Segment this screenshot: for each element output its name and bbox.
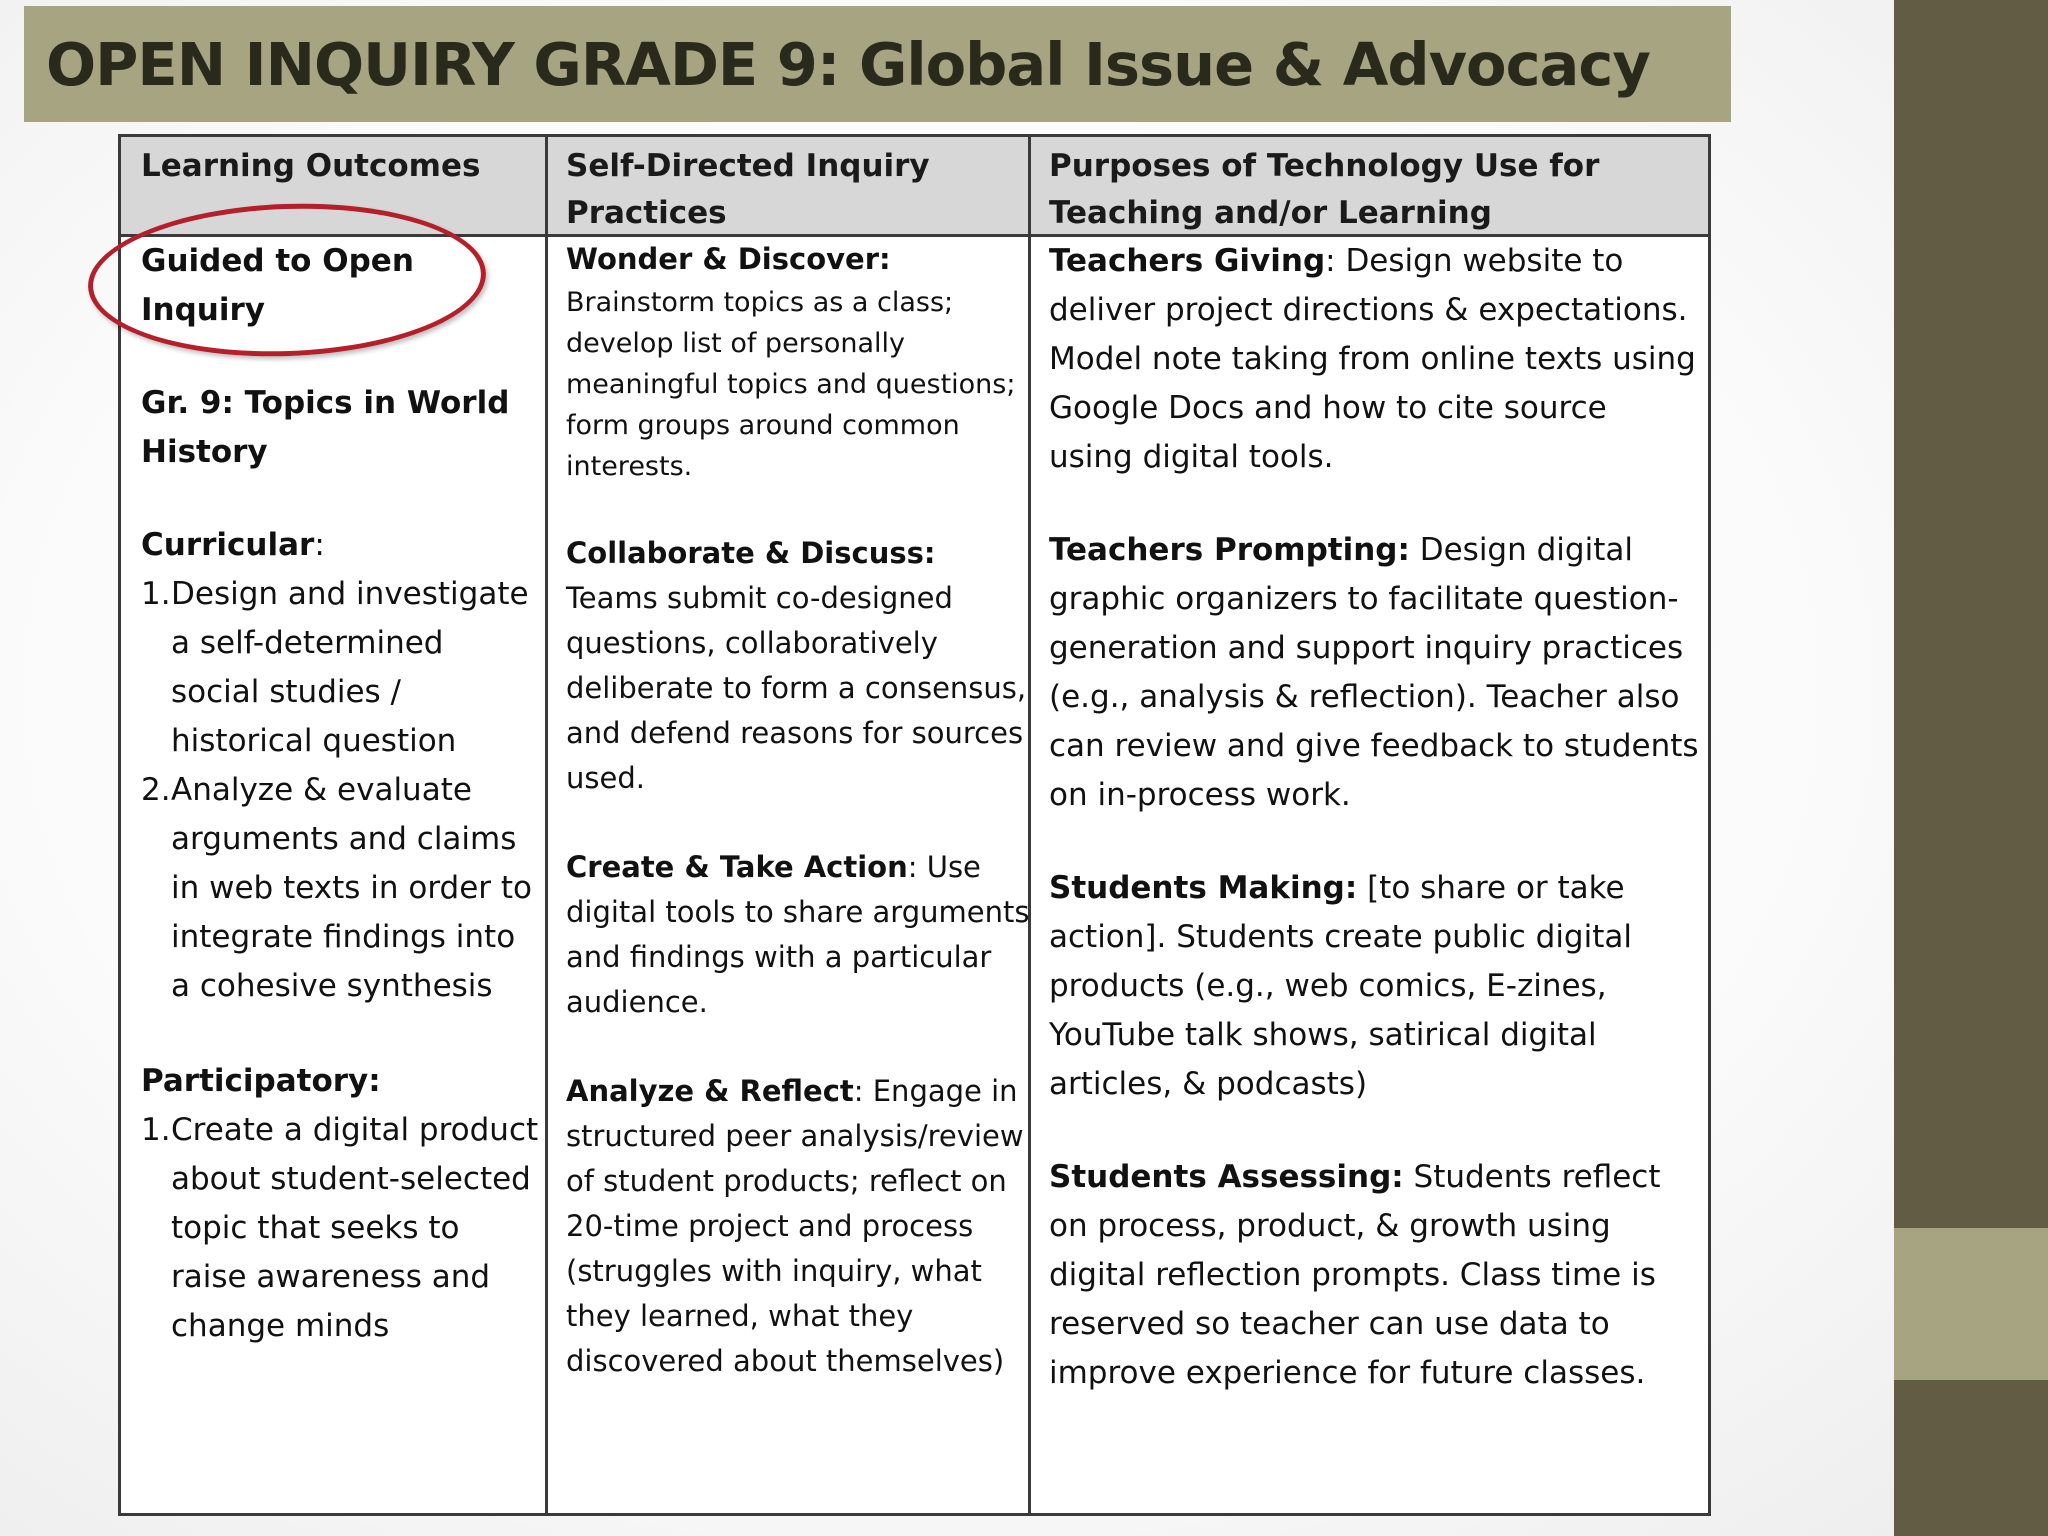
participatory-heading: Participatory:: [141, 1063, 381, 1099]
curricular-heading: Curricular:: [141, 527, 325, 563]
practice-wonder-discover: Wonder & Discover: Brainstorm topics as a class; develop list of personally meaningful topics and questions; form groups around common interests.: [566, 242, 1016, 482]
purpose-students-assessing: Students Assessing: Students reflect on process, product, & growth using digital reflection prompts. Class time is reserved so teacher can use data to improve experience for future classes.: [1049, 1159, 1661, 1391]
practice-create-take-action: Create & Take Action: Use digital tools to share arguments and findings with a particular audience.: [566, 850, 1030, 1019]
header-technology-purposes: Purposes of Technology Use for Teaching and/or Learning: [1049, 148, 1600, 231]
column-divider: [545, 137, 548, 1513]
title-bar: [24, 6, 1731, 122]
header-learning-outcomes: Learning Outcomes: [141, 148, 481, 184]
purpose-students-making: Students Making: [to share or take action]. Students create public digital products (e.g., web comics, E-zines, YouTube talk shows, satirical digital articles, & podcasts): [1049, 870, 1632, 1102]
slide-title: OPEN INQUIRY GRADE 9: Global Issue & Advocacy: [46, 29, 1650, 99]
technology-purposes-cell: [1049, 237, 1699, 1398]
side-band-light: [1894, 1228, 2048, 1380]
participatory-list: [141, 1106, 541, 1351]
purpose-teachers-prompting: Teachers Prompting: Design digital graphic organizers to facilitate question-generation and support inquiry practices (e.g., analysis & reflection). Teacher also can review and give feedback to students on in-process work.: [1049, 532, 1699, 813]
inquiry-practices-cell: [566, 237, 1036, 1384]
practice-analyze-reflect: Analyze & Reflect: Engage in structured peer analysis/review of student products; reflect on 20-time project and process (struggles with inquiry, what they learned, what they discovered about themselves): [566, 1074, 1024, 1378]
course-topic: Gr. 9: Topics in World History: [141, 385, 510, 470]
inquiry-type: Guided to Open Inquiry: [141, 243, 414, 328]
curricular-list: [141, 570, 541, 1011]
practice-collaborate-discuss: Collaborate & Discuss: Teams submit co-designed questions, collaboratively deliberate to form a consensus, and defend reasons for sources used.: [566, 536, 1027, 795]
learning-outcomes-cell: [141, 237, 541, 1351]
list-item: 1. Design and investigate a self-determined social studies / historical question: [141, 576, 529, 759]
list-item: 2. Analyze & evaluate arguments and claims in web texts in order to integrate findings into a cohesive synthesis: [141, 772, 533, 1004]
list-item: 1. Create a digital product about student-selected topic that seeks to raise awareness and change minds: [141, 1112, 539, 1344]
header-inquiry-practices: Self-Directed Inquiry Practices: [566, 148, 930, 231]
purpose-teachers-giving: Teachers Giving: Design website to deliver project directions & expectations. Model note taking from online texts using Google Docs and how to cite source using digital tools.: [1049, 243, 1696, 475]
